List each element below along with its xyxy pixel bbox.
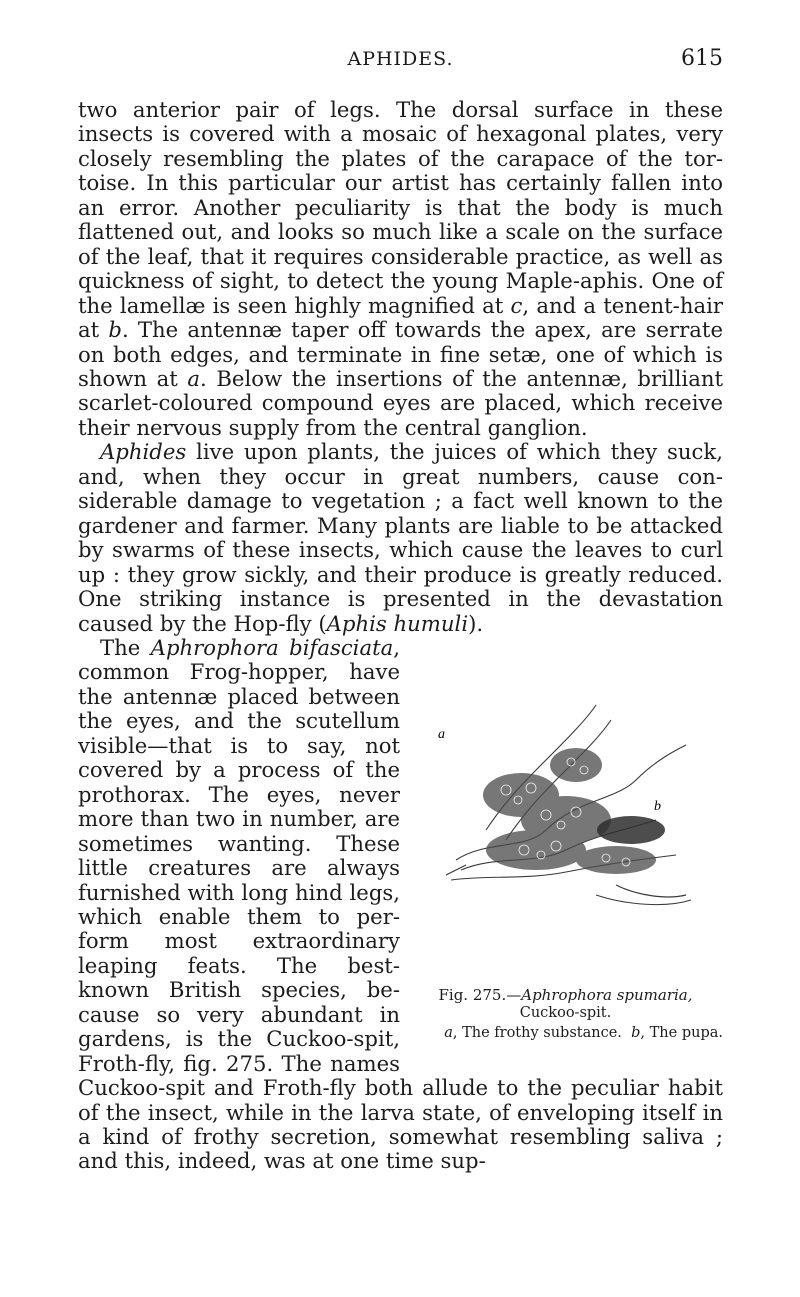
running-head: APHIDES.: [347, 48, 454, 70]
text-run: , and a tenent-hair at: [78, 292, 723, 343]
text-run: The: [100, 634, 151, 660]
caption-title: Aphrophora spumaria,: [521, 985, 693, 1004]
italic-text: Aphrophora bifasciata: [150, 634, 394, 660]
figure-legend: [408, 1024, 723, 1042]
paragraph: [78, 440, 723, 636]
paragraph: [78, 98, 723, 440]
italic-text: a: [187, 365, 201, 391]
caption-common-name: Cuckoo-spit.: [519, 1004, 612, 1021]
caption-prefix: Fig. 275.—: [438, 985, 522, 1004]
text-run: live upon plants, the juices of which they suck, and, when they occur in great numbers, cause con-siderable damage to vegetation ; a fact well known to the gardener and farmer. Many plants are liable to be attacked by swarms of these insects, which cause the leaves to curl up : they grow sickly, and their produce is greatly reduced. One striking instance is presented in the devastation caused by the Hop-fly (: [78, 439, 723, 636]
text-run: ).: [468, 610, 484, 636]
legend-a-letter: a: [444, 1024, 453, 1041]
italic-text: Aphis humuli: [326, 610, 469, 636]
legend-a-text: , The frothy substance.: [452, 1024, 622, 1041]
page-number: 615: [681, 46, 723, 71]
figure-caption: [408, 986, 723, 1004]
italic-text: b: [108, 317, 122, 343]
figure-275: [408, 650, 723, 1070]
label-a: a: [438, 726, 445, 742]
text-run: two anterior pair of legs. The dorsal surface in these insects is covered with a mosaic of hexagonal plates, very closely resembling the plates of the carapace of the tor-toise. In this particular our artist has certainly fallen into an error. Another peculiarity is that the body is much flattened out, and looks so much like a scale on the surface of the leaf, that it requires considerable practice, as well as quickness of sight, to detect the young Maple-aphis. One of the lamellæ is seen highly magnified at: [78, 97, 723, 318]
text-run: . Below the insertions of the antennæ, brilliant scarlet-coloured compound eyes are placed, which receive their nervous supply from the central ganglion.: [78, 365, 723, 440]
body-text: [78, 98, 723, 1174]
italic-text: Aphides: [100, 439, 187, 465]
text-run: , common Frog-hopper, have the antennæ placed between the eyes, and the scutellum visible—that is to say, not covered by a process of the prothorax. The eyes, never more than two in number, are sometimes wanting. These little creatures are always furnished with long hind legs, which enable them to per-form most extraordinary leaping feats. The best-known British species, be-cause so very abundant in gardens, is the Cuckoo-spit, Froth-fly, fig. 275. The names Cuckoo-spit and Froth-fly both allude to the peculiar habit of the insect, while in the larva state, of enveloping itself in a kind of frothy secretion, somewhat resembling saliva ; and this, indeed, was at one time sup-: [78, 634, 723, 1174]
legend-b-text: , The pupa.: [640, 1024, 723, 1041]
text-run: . The antennæ taper off towards the apex, are serrate on both edges, and terminate in fine setæ, one of which is shown at: [78, 317, 723, 391]
cuckoo-spit-illustration: [426, 650, 706, 980]
italic-text: c: [510, 292, 523, 318]
legend-b-letter: b: [631, 1024, 641, 1041]
label-b: b: [654, 798, 661, 814]
page-header: [78, 46, 723, 76]
